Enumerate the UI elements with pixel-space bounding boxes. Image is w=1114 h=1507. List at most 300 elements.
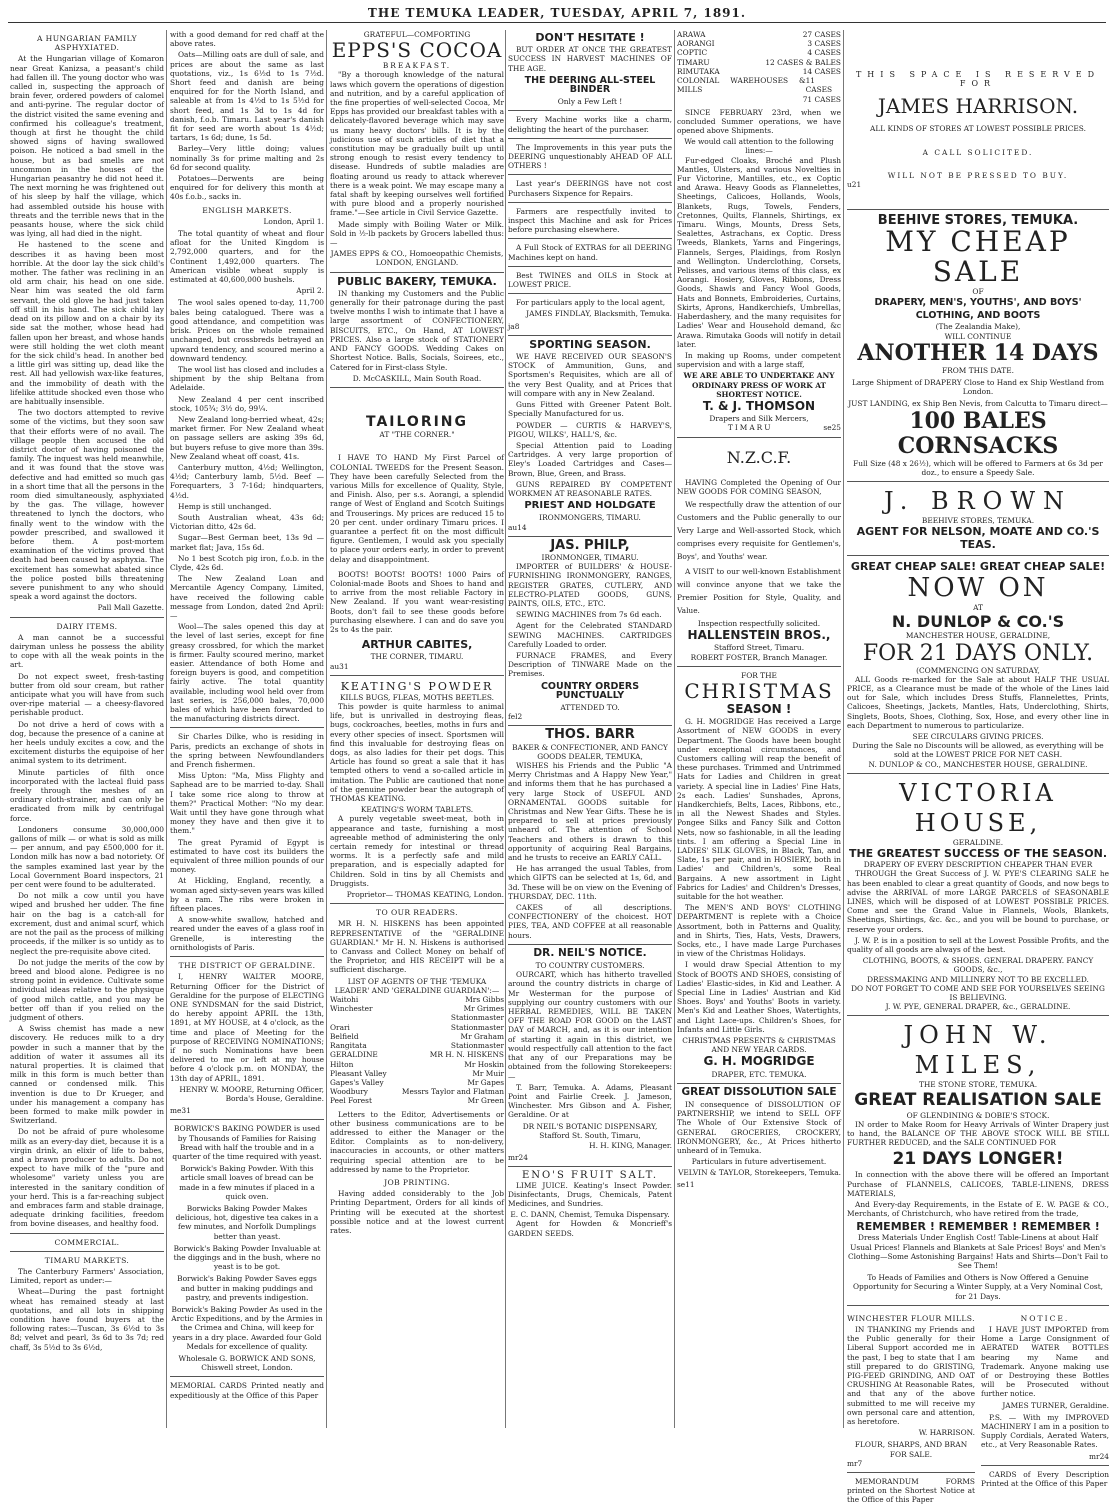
ad-body: IN THANKING my Friends and the Public generally for their Liberal Support accorded me in the past, I beg to state that I am still prepared to do GRISTING, PIG-FEED GRINDING, AND OAT CRUSHING At Reasonable Rates, and that any of the above submitted to me will receive my own personal care and attention, as heretofore. <box>847 1325 975 1427</box>
agent-name: Stationmaster <box>450 1022 504 1032</box>
ad-code: mr7 <box>847 1458 863 1468</box>
ad-body: Best TWINES and OILS in Stock at LOWEST PRICE. <box>508 270 672 290</box>
shipment-count: 11 CASES <box>805 76 833 95</box>
ad-body: DO NOT FORGET TO COME AND SEE FOR YOURSELVES SEEING IS BELIEVING. <box>851 983 1105 1002</box>
column-5 <box>677 30 841 1428</box>
article-title: A HUNGARIAN FAMILY ASPHYXIATED. <box>36 34 137 53</box>
rule <box>677 437 841 438</box>
ad-body: IMPORTER of BUILDERS' & HOUSE-FURNISHING IRONMONGERY, RANGES, REGISTER GRATES, CUTLERY, AND ELECTRO-PLATED GOODS, GUNS, PAINTS, OILS, ETC., ETC. <box>508 562 672 608</box>
agent-name: MR H. N. HISKENS <box>429 1050 504 1060</box>
article-paragraph: No 1 best Scotch pig iron, f.o.b. in the Clyde, 42s 6d. <box>170 553 324 572</box>
article-paragraph: Miss Upton: "Ma, Miss Flighty and Saphead are to be married to-day. Shall I take some rice along to throw at them?" Practical Mother: "No my dear. Wait until they have gone through what money they have and then give it to them." <box>170 771 324 836</box>
shipment-count: 14 CASES <box>802 66 841 76</box>
ad-subhead: DRAPERY, MEN'S, YOUTHS', AND BOYS' CLOTHING, AND BOOTS <box>874 297 1082 322</box>
ad-headline: GREAT REALISATION SALE <box>854 1089 1102 1110</box>
ad-signature: G. H. MOGRIDGE <box>703 1054 815 1069</box>
ad-body: IN consequence of DISSOLUTION OF PARTNERSHIP, we intend to SELL OFF The Whole of Our Extensive Stock of GENERAL GROCERIES, CROCKERY, IRONMONGERY, &c., At Prices hitherto unheard of in Temuka. <box>677 1100 841 1156</box>
dateline: April 2. <box>296 286 324 296</box>
ad-headline: T. & J. THOMSON <box>702 398 816 413</box>
ad-subhead: (COMMENCING ON SATURDAY, <box>916 665 1040 675</box>
ad-code: mr24 <box>1089 1451 1109 1461</box>
ad-headline: DON'T HESITATE ! <box>535 31 645 44</box>
notice-title: TO OUR READERS. <box>376 908 458 918</box>
ad-code: au14 <box>508 522 527 532</box>
article-paragraph: Minute particles of filth once incorporated with the lacteal fluid pass freely through the meshes of an ordinary cloth-strainer, and can only be eradicated from milk by centrifugal force. <box>10 767 164 823</box>
article-paragraph: At the Hungarian village of Komaron near Great Kanizsa, a peasant's child had fallen ill. The young doctor who was called in, suspecting the approach of brain fever, ordered powders of calomel and anti-pyrine. The regular doctor of the district visited the same evening and confirmed his colleague's treatment, though at first he thought the child showed signs of having swallowed poison. He noticed a bad smell in the house, but as bad smells are not uncommon in the houses of the Hungarian peasantry he did not heed it. The next morning he was frightened out of his sleep by half the village, which had assembled outside his house with threats and the terrible news that in the peasants house, where the sick child was lying, all had died in the night. <box>10 54 164 239</box>
column-1 <box>10 30 164 1428</box>
ad-body: WE ARE ABLE TO UNDERTAKE ANY ORDINARY PRESS OF WORK AT SHORTEST NOTICE. <box>683 371 835 399</box>
ad-kicker: GRATEFUL—COMFORTING <box>363 30 471 39</box>
article-paragraph: The two doctors attempted to revive some of the victims, but they soon saw that their efforts were of no avail. The village people then accused the old district doctor of having poisoned the family. The inquest was held meanwhile, and it was found that the stove was defective and had emitted so much gas in a short time that all the persons in the room died simultaneously, asphyxiated by the gas. The village, however threatened to lynch the doctors, who finally went to the window with the powder prescribed, and swallowed it before them. A post-mortem examination of the victims proved that death had been caused by asphyxia. The excitement has somewhat abated since the police posted bills threatening severe punishment to any who should speak a word against the doctors. <box>10 408 164 602</box>
shipment-row <box>677 58 841 67</box>
ad-headline: KEATING'S POWDER <box>340 679 494 693</box>
rule <box>508 725 672 726</box>
ad-body: The Improvements in this year puts the DEERING unquestionably AHEAD OF ALL OTHERS ! <box>508 142 672 171</box>
rule <box>508 266 672 267</box>
ad-body: P.S. — With my IMPROVED MACHINERY I am in a position to Supply Cordials, Aerated Waters, etc., at Very Reasonable Rates. <box>981 1412 1109 1450</box>
article-paragraph: Oats—Milling oats are dull of sale, and prices are about the same as last quotations, viz., 1s 6½d to 1s 7½d. Short feed and danish are being enquired for for the North Island, and saleable at from 1s 4½d to 1s 5½d for short feed, and 1s 3d to 1s 4d for danish, f.o.b. Timaru. Last year's danish fit for seed are worth about 1s 4½d; tartars, 1s 6d; dune, 1s 5d. <box>170 50 324 143</box>
article-title: ENGLISH MARKETS. <box>202 205 292 215</box>
ad-code: mr24 <box>508 1153 528 1163</box>
ad-subhead: DRAPERY OF EVERY DESCRIPTION CHEAPER THAN EVER <box>863 860 1093 870</box>
article-paragraph: The wool sales opened to-day, 11,700 bales being catalogued. There was a good attendance, and competition was brisk. Prices on the whole remained unchanged, but crossbreds betrayed an upward tendency, and scoured merino a downward tendency. <box>170 298 324 363</box>
ad-body: Farmers are respectfully invited to inspect this Machine and ask for Prices before purchasing elsewhere. <box>508 206 672 235</box>
ad-body: A purely vegetable sweet-meat, both in appearance and taste, furnishing a most agreeable method of administering the only certain remedy for intestinal or thread worms. It is a perfectly safe and mild preparation, and is especially adapted for Children. Sold in tins by all Chemists and Druggists. <box>330 814 504 888</box>
ad-headline: NOW ON <box>907 573 1049 604</box>
ad-signature: ARTHUR CABITES, <box>361 638 473 652</box>
ad-body: I HAVE JUST IMPORTED from Home a Large Consignment of AERATED WATER BOTTLES bearing my Name and Trademark. Anyone making use of or Destroying these Bottles will be Prosecuted without further notice. <box>981 1325 1109 1399</box>
agent-row <box>330 1096 504 1105</box>
ad-headline: PUBLIC BAKERY, TEMUKA. <box>337 274 497 288</box>
ad-body: "By a thorough knowledge of the natural laws which govern the operations of digestion and nutrition, and by a careful application of the fine properties of well-selected Cocoa, Mr Epps has provided our breakfast tables with a delicately-flavored beverage which may save us many heavy doctors' bills. It is by the judicious use of such articles of diet that a constitution may be gradually built up until strong enough to resist every tendency to disease. Hundreds of subtle maladies are floating around us ready to attack wherever there is a weak point. We may escape many a fatal shaft by keeping ourselves well fortified with pure blood and a properly nourished frame."—See article in Civil Service Gazette. <box>330 70 504 218</box>
agent-row <box>330 1032 504 1041</box>
agent-place: Peel Forest <box>330 1096 372 1106</box>
ad-body: Dress Materials Under English Cost! Table-Linens at about Half Usual Prices! Flannels and Blankets at Sale Prices! Boys' and Men's Clothing—Some Astonishing Bargains! Hats and Shirts—Don't Fail to See Them! <box>848 1233 1108 1270</box>
ad-kicker: THIS SPACE IS RESERVED FOR <box>855 70 1101 89</box>
ad-body: DRESSMAKING AND MILLINERY NOT TO BE EXCELLED. <box>867 974 1089 984</box>
ad-signature: J. W. PYE, GENERAL DRAPER, &c., GERALDINE. <box>885 1002 1071 1012</box>
column-2 <box>170 30 324 1428</box>
rule <box>508 202 672 203</box>
ad-signature: ROBERT FOSTER, Branch Manager. <box>690 652 828 662</box>
ad-signature: JAMES EPPS & CO., Homoeopathic Chemists, LONDON, ENGLAND. <box>330 249 504 268</box>
ad-body: WILL NOT BE PRESSED TO BUY. <box>887 170 1069 180</box>
ad-body: Agent for the Celebrated STANDARD SEWING MACHINES. CARTRIDGES Carefully Loaded to order. <box>508 621 672 649</box>
shipment-source: COLONIAL WAREHOUSES & MILLS <box>677 76 806 95</box>
ad-body: FLOUR, SHARPS, AND BRAN FOR SALE. <box>854 1440 968 1459</box>
ad-subhead: BEEHIVE STORES, TEMUKA. <box>921 516 1035 526</box>
article-paragraph: Potatoes—Derwents are being enquired for for delivery this month at 40s f.o.b., sacks in. <box>170 174 324 202</box>
rule <box>847 555 1109 556</box>
notice-body: Having added considerably to the Job Printing Department, Orders for all kinds of Printing will be executed at the shortest possible notice and at the lowest current rates. <box>330 1189 504 1235</box>
ad-headline: HALLENSTEIN BROS., <box>687 628 831 643</box>
shipment-source: COPTIC <box>677 48 708 58</box>
shipment-row <box>677 67 841 76</box>
ad-body: A VISIT to our well-known Establishment will convince anyone that we take the Premier Position for Style, Quality, and Value. <box>677 566 841 615</box>
ad-kicker: AT <box>973 603 983 613</box>
rule <box>847 773 1109 774</box>
ad-headline: FOR 21 DAYS ONLY. <box>862 640 1094 666</box>
ad-body: And Every-day Requirements, in the Estate of E. W. PAGE & CO., Merchants, of Christchurch, who have retired from the trade, <box>847 1199 1109 1219</box>
notice-title: THE DISTRICT OF GERALDINE. <box>178 961 316 971</box>
agent-place: Rangitata <box>330 1041 367 1051</box>
agent-name: Messrs Taylor and Flatman <box>401 1087 504 1097</box>
article-paragraph: with a good demand for red chaff at the above rates. <box>170 30 324 49</box>
ad-subhead: BREAKFAST. <box>382 61 452 71</box>
rule <box>508 138 672 139</box>
ad-line: MEMORIAL CARDS Printed neatly and expeditiously at the Office of this Paper <box>170 1381 324 1400</box>
ad-headline: THOS. BARR <box>545 727 635 743</box>
ad-body: In connection with the above there will be offered an Important Purchase of FLANNELS, CALICOES, TABLE-LINENS, DRESS MATERIALS, <box>847 1170 1109 1198</box>
ad-headline: ANOTHER 14 DAYS <box>857 339 1099 366</box>
ad-signature: VELVIN & TAYLOR, Storekeepers, Temuka. <box>678 1167 841 1177</box>
agent-name: Mr Green <box>467 1096 504 1106</box>
rule <box>170 1376 324 1377</box>
ad-headline: ENO'S FRUIT SALT. <box>522 1170 658 1182</box>
ad-subhead: DRAPER, ETC. TEMUKA. <box>711 1069 807 1079</box>
rule <box>847 1305 1109 1306</box>
rule <box>981 1465 1109 1466</box>
ad-subhead: IRONMONGERS, TIMARU. <box>539 513 641 523</box>
ad-body: Large Shipment of DRAPERY Close to Hand ex Ship Westland from London. <box>851 378 1105 397</box>
agent-row <box>330 1078 504 1087</box>
ad-body: Inspection respectfully solicited. <box>697 618 821 628</box>
ad-body: CARDS of Every Description Printed at the Office of this Paper <box>981 1469 1109 1489</box>
agent-place: GERALDINE <box>330 1050 378 1060</box>
ad-headline: THE DEERING ALL-STEEL BINDER <box>524 74 656 96</box>
ad-body: WE HAVE RECEIVED OUR SEASON'S STOCK of Ammunition, Guns, and Sportsmen's Requisites, which are all of the very Best Quality, and at Prices that will compare with any in New Zealand. <box>508 352 672 398</box>
ad-headline: THE GREATEST SUCCESS OF THE SEASON. <box>848 847 1108 861</box>
dateline: London, April 1. <box>263 216 324 226</box>
rule <box>508 335 672 336</box>
masthead: THE TEMUKA LEADER, TUESDAY, APRIL 7, 1891. <box>367 6 747 20</box>
agent-name: Mr Grimes <box>463 1004 504 1014</box>
rule <box>330 675 504 676</box>
agent-place: Winchester <box>330 1004 373 1014</box>
ad-body: Last year's DEERINGS have not cost Purchasers Sixpence for Repairs. <box>508 179 672 198</box>
ad-body: We respectfully draw the attention of our Customers and the Public generally to our Very Large and Well-assorted Stock, which comprises every requisite for Gentlemen's, Boys', and Youths' wear. <box>677 499 841 561</box>
ad-subhead: ATTENDED TO. <box>560 702 620 712</box>
ad-code: me31 <box>170 1106 191 1116</box>
ad-body: SEE CIRCULARS GIVING PRICES. <box>912 732 1044 742</box>
ad-headline: 21 DAYS LONGER! <box>892 1149 1064 1170</box>
article-paragraph: Do not be afraid of pure wholesome milk as an every-day diet, because it is a virgin drink, an elixir of life to babes, and a brawn producer to adults. Do not expect to have milk of the "pure and wholesome" variety unless you are interested in the sanitary condition of your herd. This is a far-reaching subject and embraces farm and stable drainage, adequate drinking facilities, freedom from bovine diseases, and healthy food. <box>10 1127 164 1229</box>
ad-body: HAVING Completed the Opening of Our NEW GOODS FOR COMING SEASON, <box>677 477 841 496</box>
ad-headline: 100 BALES CORNSACKS <box>897 407 1059 459</box>
shipment-row <box>677 30 841 39</box>
agent-place: Belfield <box>330 1031 359 1041</box>
column-divider <box>674 30 675 1428</box>
column-divider <box>505 30 506 1428</box>
ad-signature: D. McCASKILL, Main South Road. <box>352 373 482 383</box>
agent-name: Mr Graham <box>460 1031 504 1041</box>
rule <box>170 956 324 957</box>
shipment-count: 4 CASES <box>807 48 841 58</box>
rule <box>330 272 504 273</box>
agent-row <box>330 1087 504 1096</box>
agent-row <box>330 1041 504 1050</box>
article-paragraph: He hastened to the scene and describes it as having been most horrible. At the door lay the sick child's mother. The father was reclining in an old arm chair, his head on one side. Near him was seated the old farm servant, the old glove he had just taken off still in his hand. The sick child lay dead on its pillow and on a chair by its side sat the mother, whose head had fallen upon her breast, and whose hands were still holding the wet cloth meant for the sick child's head. In another bed a little girl was sitting up, dead like the rest. All had yellowish wax-like features, and the immobility of death with the lifelike attitude shocked even those who are habitually insensible. <box>10 240 164 406</box>
column-divider <box>326 30 327 1428</box>
shipment-row <box>677 39 841 48</box>
article-paragraph: Barley—Very little doing; values nominally 3s for prime malting and 2s 6d for second quality. <box>170 144 324 172</box>
rule <box>847 209 1109 210</box>
article-title: TIMARU MARKETS. <box>44 1255 130 1265</box>
ad-body: LIME JUICE. Keating's Insect Powder. Disinfectants, Drugs, Chemicals, Patent Medicines, and Sundries. <box>508 1180 672 1208</box>
ad-body: T. Barr, Temuka. A. Adams, Pleasant Point and Fairlie Creek. J. Jameson, Winchester. Mrs Gibson and A. Fisher, Geraldine. Or at <box>508 1082 672 1120</box>
rule <box>508 110 672 111</box>
ad-headline: REMEMBER ! REMEMBER ! REMEMBER ! <box>856 1220 1100 1234</box>
ad-body: SINCE FEBRUARY 23rd, when we concluded Summer operations, we have opened above Shipments. <box>677 107 841 136</box>
agent-row <box>330 1050 504 1059</box>
ad-body: In making up Rooms, under competent supervision and with a large staff, <box>677 350 841 370</box>
ad-body: A Full Stock of EXTRAS for all DEERING Machines kept on hand. <box>508 243 672 262</box>
ad-signature: W. HARRISON. <box>918 1428 975 1438</box>
rule <box>508 293 672 294</box>
ad-body: CHRISTMAS PRESENTS & CHRISTMAS AND NEW YEAR CARDS. <box>682 1036 836 1055</box>
ad-body: For particulars apply to the local agent, <box>516 298 666 308</box>
agent-place: Waitohi <box>330 995 359 1005</box>
ad-body: ALL Goods re-marked for the Sale at about HALF THE USUAL PRICE, as a Clearance must be made of the whole of the Lines laid out for Sale, which includes Dress Stuffs, Flannelettes, Prints, Calicoes, Sheetings, Jackets, Mantles, Hats, Underclothing, Shirts, Singlets, Boots, Shoes, Clothing, Sox, Hose, and every other line in each Department to numerous to particularize. <box>847 674 1109 730</box>
ad-kicker: OF <box>972 287 984 297</box>
article-paragraph: A Swiss chemist has made a new discovery. He reduces milk to a dry powder in such a manner that by the addition of water it assumes all its natural properties. It is claimed that milk in this form is much better than canned or condensed milk. This invention is due to Dr Krueger, and under his management a company has been formed to make milk powder in Switzerland. <box>10 1024 164 1126</box>
ad-body: JUST LANDING, ex Ship Ben Nevis, from Calcutta to Timaru direct— <box>848 399 1108 409</box>
column-3 <box>330 30 504 1428</box>
ad-headline: COUNTRY ORDERS PUNCTUALLY <box>540 680 640 701</box>
article-paragraph: Wheat—During the past fortnight wheat has remained steady at last quotations, and all lots in shipping condition have found buyers at the following rates:—Tuscan, 3s 6½d to 3s 8d; velvet and pearl, 3s 6d to 3s 7d; red chaff, 3s 5½d to 3s 6½d, <box>10 1287 164 1352</box>
agent-place: Woodbury <box>330 1087 368 1097</box>
column-divider <box>843 30 844 1428</box>
ad-body: G. H. MOGRIDGE Has received a Large Assortment of NEW GOODS in every Department. The Goods have been bought under exceptional circumstances, and Customers calling will reap the benefit of these purchases. Trimmed and Untrimmed Hats for Ladies and Children in great variety. A special line in Ladies' Fine Hats, 2s each. Ladies' Sunshades, Aprons, Handkerchiefs, Belts, Laces, Ribbons, etc., in all the Newest Shades and Styles. Pongee Silks and Fancy Silk and Cotton Nets, now so fashionable, in all the leading tints. I am offering a Special Line in LADIES' SILK GLOVES, in Black, Tan, and Slate, 1s per pair, and in HOSIERY, both in Ladies' and Children's, some Real Bargains. A new assortment in Light Fabrics for Ladies' and Children's Dresses, suitable for the hot weather. <box>677 717 841 902</box>
article-paragraph: Wool—The sales opened this day at the level of last series, except for fine greasy crossbred, for which the market is firmer. Faulty scoured merino, market easier. Attendance of both Home and foreign buyers is good, and competition fairly active. The total quantity available, including wool held over from last series, is 256,000 bales, 70,000 bales of which have been forwarded to the manufacturing districts direct. <box>170 622 324 724</box>
ad-body: Made simply with Boiling Water or Milk. Sold in ½-lb packets by Grocers labelled thus:— <box>330 219 504 248</box>
article-paragraph: A snow-white swallow, hatched and reared under the eaves of a glass roof in Grenelle, is interesting the ornithologists of Paris. <box>170 915 324 952</box>
rule <box>677 666 841 667</box>
ad-signature: H. H. KING, Manager. <box>589 1140 672 1150</box>
column-divider <box>166 30 167 1428</box>
ad-headline: MY CHEAP SALE <box>885 225 1071 289</box>
ad-body: Fur-edged Cloaks, Broché and Plush Mantles, Ulsters, and various Novelties in Fur Victorine, Mantilles, etc., ex Coptic and Arawa. Heavy Goods as Flannelettes, Sheetings, Calicoes, Hollands, Wools, Blankets, Rugs, Towels, Fenders, Cretonnes, Quilts, Flannels, Shirtings, ex Timaru. Wings, Mounts, Dress Sets, Sealettes, Astrachans, ex Coptic. Dress Tweeds, Blankets, Yarns and Fingerings, Flannels, Serges, Plaidings, from Roslyn and Wellington. Underclothing, Corsets, Pelisses, and various items of this class, ex Aorangi. Hosiery, Gloves, Ribbons, Dress Goods, Shawls and Fancy Wool Goods, Hats and Bonnets, Embroideries, Curtains, Skirts, Aprons, Handkerchiefs, Umbrellas, Haberdashery, and the many requisites for Ladies' Wear and Household demand, &c Arawa. Rimutaka Goods will notify in detail later. <box>677 155 841 349</box>
agent-row <box>330 1023 504 1032</box>
ad-subhead: TIMARU <box>727 423 773 433</box>
rule <box>847 481 1109 482</box>
rule <box>508 1166 672 1167</box>
article-paragraph: The great Pyramid of Egypt is estimated to have cost its builders the equivalent of three million pounds of our money. <box>170 837 324 875</box>
masthead-rule <box>8 22 1106 23</box>
notice-body: Letters to the Editor, Advertisements or other business communications are to be addressed to either the Manager or the Editor. Complaints as to non-delivery, inaccuracies in accounts, or other matters requiring special attention are to be addressed by name to the Proprietor. <box>330 1109 504 1174</box>
shipment-row <box>677 48 841 57</box>
ad-headline: GREAT CHEAP SALE! GREAT CHEAP SALE! <box>850 560 1106 574</box>
shipment-source: ARAWA <box>677 30 706 39</box>
ad-signature: Proprietor— THOMAS KEATING, London. <box>346 890 504 900</box>
ad-headline: SPORTING SEASON. <box>529 337 651 351</box>
ad-body: SEWING MACHINES from 7s 6d each. <box>516 610 662 620</box>
ad-subhead: THE CORNER, TIMARU. <box>370 652 464 662</box>
ad-signature: E. C. DANN, Chemist, Temuka Dispensary. <box>510 1210 670 1220</box>
article-paragraph: The wool list has closed and includes a shipment by the ship Beltana from Adelaide. <box>170 364 324 393</box>
rule <box>10 1233 164 1234</box>
rule <box>508 536 672 537</box>
shipment-row <box>677 76 841 94</box>
article-paragraph: Londoners consume 30,000,000 gallons of milk — or what is sold as milk — per annum, and pay £500,000 for it. London milk has now a bad notoriety. Of the samples examined last year by the Local Government Board inspectors, 21 per cent were found to be adulterated. <box>10 824 164 890</box>
agent-name: Mrs Gibbs <box>465 995 504 1005</box>
article-paragraph: Do not judge the merits of the cow by breed and blood alone. Pedigree is no strong point in evidence. Cultivate some individual ideas relative to the physique of good milch cattle, and you may be better off than if you relied on the judgment of others. <box>10 957 164 1022</box>
article-title: DAIRY ITEMS. <box>56 621 118 631</box>
rule <box>508 238 672 239</box>
ad-body: I would draw Special Attention to my Stock of BOOTS AND SHOES, consisting of Ladies' Elastic-sides, in Kid and Leather. A Special Line in Ladies' Austrian and Kid Shoes. Boys' and Youths' Boots in variety. Men's Kid and Leather Shoes, Watertights, and Light Lace-ups. Children's Shoes, for Infants and Little Girls. <box>677 960 841 1034</box>
ad-headline: BEEHIVE STORES, TEMUKA. <box>877 213 1079 229</box>
ad-subhead: BAKER & CONFECTIONER, AND FANCY GOODS DEALER, TEMUKA, <box>512 742 668 761</box>
ad-code: se25 <box>823 423 841 433</box>
ad-line: Borwicks Baking Powder Makes delicious, hot, digestive tea cakes in a few minutes, and Norfolk Dumplings better than yeast. <box>175 1203 319 1241</box>
shipments-list <box>677 30 841 94</box>
rule <box>847 1472 975 1473</box>
agent-row <box>330 1069 504 1078</box>
article-paragraph: The total quantity of wheat and flour afloat for the United Kingdom is 2,792,000 quarters, and for the Continent 1,492,000 quarters. The American visible wheat supply is estimated at 40,600,000 bushels. <box>170 229 324 285</box>
article-source: Pall Mall Gazette. <box>97 603 164 613</box>
ad-subhead: Stafford Street, Timaru. <box>713 643 805 653</box>
ad-subhead: FROM THIS DATE. <box>942 365 1014 375</box>
agent-row <box>330 1060 504 1069</box>
ad-body: WISHES his Friends and the Public "A Merry Christmas and A Happy New Year," and informs them that he has purchased a very large Stock of USEFUL AND ORNAMENTAL GOODS suitable for Christmas and New Year Gifts. These he is prepared to sell at prices previously unheard of. The attention of School Teachers and others is drawn to this opportunity of acquiring Real Bargains, and he trusts to receive an EARLY CALL. <box>508 761 672 863</box>
notice-title: JOB PRINTING. <box>384 1177 450 1187</box>
ad-body: Agent for Howden & Moncrieff's GARDEN SEEDS. <box>508 1219 672 1238</box>
agent-name: Mr Hoskin <box>464 1059 504 1069</box>
rule <box>170 1119 324 1120</box>
notice-signature: HENRY W. MOORE, Returning Officer, Borda's House, Geraldine. <box>179 1084 324 1103</box>
ad-body: POWDER — CURTIS & HARVEY'S, PIGOU, WILKS', HALL'S, &c. <box>508 420 672 439</box>
ad-body: Special Attention paid to Loading Cartridges. A very large proportion of Eley's Loaded Cartridges and Cases—Brown, Blue, Green, and Brass. <box>508 440 672 478</box>
section-title: COMMERCIAL. <box>54 1237 120 1247</box>
ad-headline: J. BROWN <box>883 487 1073 516</box>
ad-headline: WINCHESTER FLOUR MILLS. <box>847 1313 975 1323</box>
ad-subhead: AGENT FOR NELSON, MOATE AND CO.'S TEAS. <box>856 525 1100 552</box>
ad-body: The MEN'S AND BOYS' CLOTHING DEPARTMENT is replete with a Choice Assortment, both in Patterns and Quality, and in Shirts, Ties, Hats, Vests, Drawers, Socks, etc., I have made Large Purchases in view of the Christmas Holidays. <box>677 903 841 959</box>
shipments-total: 71 CASES <box>802 95 841 105</box>
article-paragraph: Canterbury mutton, 4½d; Wellington, 4½d; Canterbury lamb, 5½d. Beef — Forequarters, 3 7-16d; hindquarters, 4½d. <box>170 462 324 500</box>
ad-body: GUNS REPAIRED BY COMPETENT WORKMEN AT REASONABLE RATES. <box>508 479 672 498</box>
ad-headline: GREAT DISSOLUTION SALE <box>681 1085 837 1098</box>
agent-name: Mr Muir <box>472 1068 504 1078</box>
article-paragraph: Sugar—Best German beet, 13s 9d — market flat; Java, 15s 6d. <box>170 533 324 552</box>
ad-subhead: Only a Few Left ! <box>557 97 623 107</box>
ad-body: A CALL SOLICITED. <box>922 147 1034 157</box>
agents-list <box>330 995 504 1105</box>
ad-subhead: IRONMONGER, TIMARU. <box>541 552 639 562</box>
ad-headline: CHRISTMAS <box>684 678 834 703</box>
article-paragraph: South Australian wheat, 43s 6d; Victorian ditto, 42s 6d. <box>170 512 324 532</box>
ad-code: u21 <box>847 180 862 190</box>
ad-body: BOOTS! BOOTS! BOOTS! 1000 Pairs of Colonial-made Boots and Shoes to hand and to arrive from the most reliable Factory in New Zealand. If you want wear-resisting Boots, don't fail to see these goods before purchasing elsewhere. I can and do save you 2s to 4s the pair. <box>330 569 504 634</box>
ad-headline: VICTORIA HOUSE, <box>899 778 1057 837</box>
ad-body: I HAVE TO HAND My First Parcel of COLONIAL TWEEDS for the Present Season. They have been carefully Selected from the various Mills for excellence of Quality, Style, and Finish. Also, per s.s. Aorangi, a splendid range of West of England and Scotch Suitings and Trouserings. My prices are reduced 15 to 20 per cent. under ordinary Timaru prices. I guarantee a perfect fit on the most difficult figure. Gentlemen, I would ask you specially to place your orders early, in order to prevent delay and disappointment. <box>330 453 504 564</box>
ad-line: Borwick's Baking Powder. With this article small loaves of bread can be made in a few minutes if placed in a quick oven. <box>179 1164 315 1201</box>
column-6 <box>847 30 1109 1505</box>
agent-place: Gapes's Valley <box>330 1077 384 1087</box>
shipment-source: RIMUTAKA <box>677 66 720 76</box>
ad-line: Borwick's Baking Powder Invaluable at the diggings and in the bush, where no yeast is to be got. <box>173 1243 321 1272</box>
notice-body: I, HENRY WALTER MOORE, Returning Officer for the District of Geraldine for the purpose of ELECTING ONE SYNDSMAN for the said District, do hereby appoint APRIL the 13th, 1891, at MY HOUSE, at 4 o'clock, as the time and place of Meeting for the purpose of RECEIVING NOMINATIONS; if no such Nominations have been delivered to me or left at my house before 4 o'clock p.m. on MONDAY, the 13th day of APRIL, 1891. <box>170 972 324 1083</box>
ad-signature: PRIEST AND HOLDGATE <box>524 500 656 512</box>
ad-body: Particulars in future advertisement. <box>691 1157 827 1167</box>
column-4 <box>508 30 672 1428</box>
article-paragraph: New Zealand 4 per cent inscribed stock, 105¾; 3½ do, 99¼. <box>170 394 324 413</box>
ad-headline: BORWICK'S BAKING POWDER is used by Thousands of Families for Raising Bread with half the trouble and in a quarter of the time required with yeast. <box>172 1124 322 1161</box>
ad-body: During the Sale no Discounts will be allowed, as everything will be sold at the LOWEST PRICE FOR NET CASH. <box>852 741 1104 760</box>
ad-subhead: MANCHESTER HOUSE, GERALDINE, <box>905 631 1051 641</box>
ad-headline: N. DUNLOP & CO.'S <box>891 612 1065 632</box>
ad-subhead: Drapers and Silk Mercers, <box>709 414 809 424</box>
article-paragraph: Hemp is still unchanged. <box>178 501 272 511</box>
agent-row <box>330 1004 504 1013</box>
ad-body: FURNACE FRAMES, and Every Description of TINWARE Made on the Premises. <box>508 650 672 679</box>
agent-row <box>330 1013 504 1022</box>
ad-body: This powder is quite harmless to animal life, but is unrivalled in destroying fleas, bugs, cockroaches, beetles, moths in furs and every other species of insect. Sportsmen will find this invaluable for destroying fleas on dogs, as also ladies for their pet dogs. This Article has found so great a sale that it has tempted others to vend a so-called article in imitation. The Public are cautioned that none of the genuine powder bear the autograph of THOMAS KEATING. <box>330 701 504 804</box>
ad-code: ja8 <box>508 321 520 331</box>
ad-body: IN thanking my Customers and the Public generally for their patronage during the past twelve months I wish to intimate that I have a large assortment of CONFECTIONERY, BISCUITS, ETC., On Hand, AT LOWEST PRICES. Also a large stock of STATIONERY AND FANCY GOODS. Wedding Cakes on Shortest Notice. Balls, Socials, Soirees, etc., Catered for in First-class Style. <box>330 288 504 372</box>
ad-headline: DR. NEIL'S NOTICE. <box>533 946 647 959</box>
ad-subhead: SEASON ! <box>726 701 792 716</box>
article-paragraph: A man cannot be a successful dairyman unless he possess the ability to cope with all the weak points in the art. <box>10 632 164 670</box>
ad-headline: TAILORING <box>365 413 469 430</box>
rule <box>170 727 324 728</box>
ad-code: se11 <box>677 1179 695 1189</box>
shipment-count: 12 CASES & BALES <box>765 57 841 67</box>
ad-code: fel2 <box>508 712 523 722</box>
ad-headline: N.Z.C.F. <box>726 447 792 467</box>
rule <box>10 617 164 618</box>
ad-headline: JAMES HARRISON. <box>877 94 1079 119</box>
rule <box>10 1251 164 1252</box>
shipment-count: 27 CASES <box>802 30 841 39</box>
ad-body: ALL KINDS OF STORES AT LOWEST POSSIBLE PRICES. <box>870 124 1086 134</box>
rule <box>847 1015 1109 1016</box>
ad-body: J. W. P. is in a position to sell at the Lowest Possible Profits, and the quality of all goods are always of the best. <box>847 935 1109 954</box>
ad-signature: N. DUNLOP & CO., MANCHESTER HOUSE, GERALDINE. <box>868 759 1088 769</box>
notice-body: MR H. N. HISKENS has been appointed REPRESENTATIVE of the "GERALDINE GUARDIAN." Mr H. N. Hiskens is authorised to Canvass and Collect Money on behalf of the Proprietor, and HIS RECEIPT will be a sufficient discharge. <box>330 919 504 975</box>
ad-headline: JAS. PHILP, <box>550 537 630 553</box>
ad-body: We would call attention to the following lines:— <box>684 137 834 156</box>
ad-headline: JOHN W. MILES, <box>903 1021 1053 1080</box>
article-paragraph: Do not drive a herd of cows with a dog, because the presence of a canine at her heels unduly excites a cow, and the excitement disturbs the equipoise of her animal system to its detriment. <box>10 719 164 766</box>
article-paragraph: The New Zealand Loan and Mercantile Agency Company, Limited, have received the following cable message from London, dated 2nd April:— <box>170 574 324 620</box>
shipment-source: TIMARU <box>677 57 710 67</box>
agent-place: Pleasant Valley <box>330 1068 387 1078</box>
agent-name: Mr Gapes <box>467 1077 504 1087</box>
ad-subhead: (The Zealandia Make), <box>935 322 1021 332</box>
agent-name: Stationmaster <box>450 1013 504 1023</box>
agent-place: Orari <box>330 1022 350 1032</box>
ad-subhead: KEATING'S WORM TABLETS. <box>360 805 474 815</box>
ad-body: Full Size (48 x 26½), which will be offered to Farmers at 6s 3d per doz., to ensure a Speedy Sale. <box>853 458 1103 477</box>
ad-body: He has arranged the usual Tables, from which GIFTS can be selected at 1s, 6d, and 3d. These will be on view on the Evening of THURSDAY, DEC. 11th. <box>508 864 672 901</box>
article-paragraph: Do not expect sweet, fresh-tasting butter from old sour cream, but rather anticipate what you will have from such over-ripe material — a cheesy-flavored perishable product. <box>10 671 164 718</box>
ad-line: Borwick's Baking Powder As used in the Arctic Expeditions, and by the Armies in the Crimea and China, will keep for years in a dry place. Awarded four Gold Medals for excellence of quality. <box>171 1305 323 1351</box>
ad-body: To Heads of Families and Others is Now Offered a Genuine Opportunity for Securing a Winter Supply, at a Very Nominal Cost, for 21 Days. <box>852 1273 1104 1301</box>
ad-subhead: OF GLENDINING & DOBIE'S STOCK. <box>906 1110 1050 1120</box>
rule <box>330 903 504 904</box>
article-paragraph: Sir Charles Dilke, who is residing in Paris, predicts an exchange of shots in the spring between Newfoundlanders and French fishermen. <box>170 732 324 770</box>
ad-kicker: FOR THE <box>741 670 777 680</box>
agent-name: Stationmaster <box>450 1041 504 1051</box>
ad-code: au31 <box>330 661 349 671</box>
ad-line: Borwick's Baking Powder Saves eggs and butter in making puddings and pastry, and prevents indigestion. <box>177 1274 317 1302</box>
shipment-source: AORANGI <box>677 39 715 49</box>
ad-subhead: WILL CONTINUE <box>944 331 1012 341</box>
ad-body: Every Machine works like a charm, delighting the heart of the purchaser. <box>508 115 672 134</box>
rule <box>508 174 672 175</box>
ad-body: CAKES of all descriptions. CONFECTIONERY of the choicest. HOT PIES, TEA, AND COFFEE at all reasonable hours. <box>508 903 672 940</box>
